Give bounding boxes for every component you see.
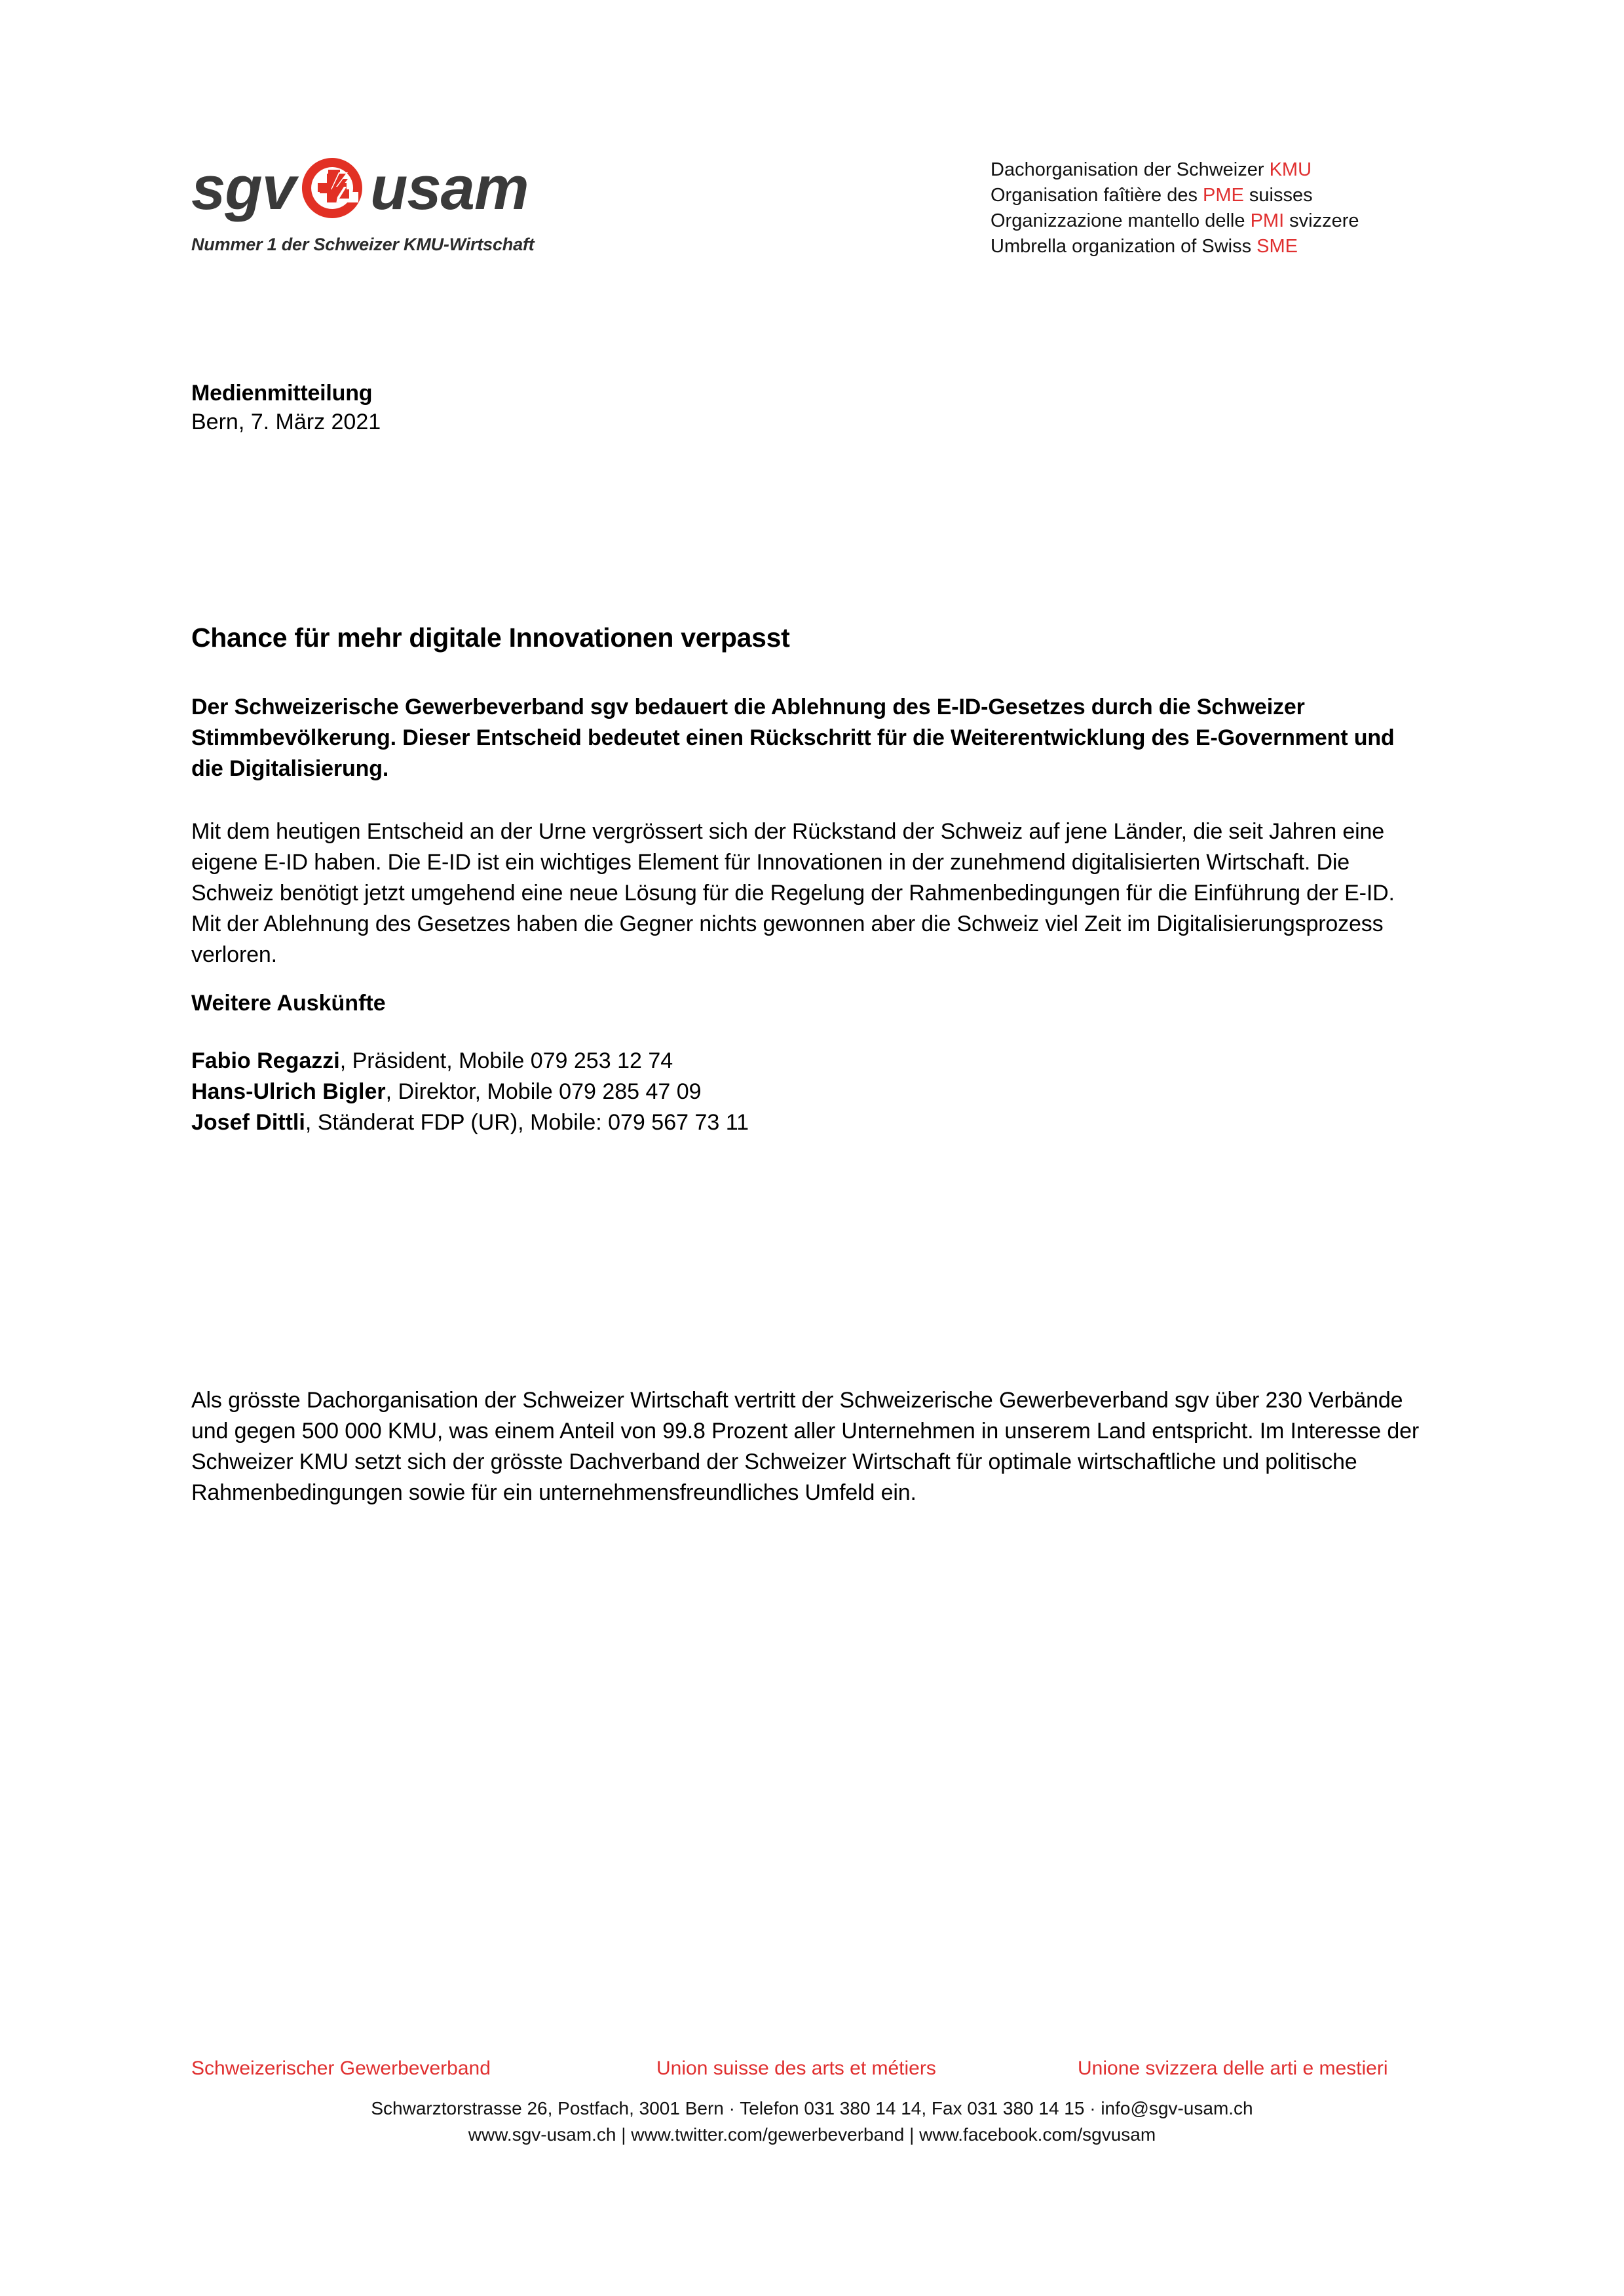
multilingual-org-descriptor [991, 157, 1359, 259]
acronym-sme: SME [1256, 236, 1298, 257]
contacts-heading: Weitere Auskünfte [191, 991, 386, 1016]
contact-details: , Ständerat FDP (UR), Mobile: 079 567 73 11 [305, 1110, 749, 1135]
page-footer [0, 2057, 1624, 2148]
footer-contact-block [0, 2095, 1624, 2148]
body-paragraph: Mit dem heutigen Entscheid an der Urne vergrössert sich der Rückstand der Schweiz auf jene Länder, die seit Jahren eine eigene E-ID haben. Die E-ID ist ein wichtiges Element für Innovationen in der zunehmend digitalisierten Wirtschaft. Die Schweiz benötigt jetzt umgehend eine neue Lösung für die Regelung der Rahmenbedingungen für die Einführung der E-ID. Mit der Ablehnung des Gesetzes haben die Gegner nichts gewonnen aber die Schweiz viel Zeit im Digitalisierungsprozess verloren. [191, 819, 1395, 967]
footer-org-it: Unione svizzera delle arti e mestieri [1078, 2057, 1388, 2079]
lead-paragraph: Der Schweizerische Gewerbeverband sgv bedauert die Ablehnung des E-ID-Gesetzes durch die Schweizer Stimmbevölkerung. Dieser Entscheid bedeutet einen Rückschritt für die Weiterentwicklung des E-Government und die Digitalisierung. [191, 695, 1395, 781]
contacts-list [191, 1046, 749, 1138]
logo-wordmark [191, 152, 597, 224]
contact-row [191, 1077, 749, 1107]
contact-row [191, 1046, 749, 1077]
release-place-date: Bern, 7. März 2021 [191, 410, 381, 434]
footer-org-de: Schweizerischer Gewerbeverband [191, 2057, 491, 2079]
release-type-label: Medienmitteilung [191, 381, 373, 406]
acronym-pmi: PMI [1250, 210, 1285, 231]
contact-name: Josef Dittli [191, 1110, 305, 1135]
logo-text-sgv: sgv [191, 153, 295, 222]
logo-tagline: Nummer 1 der Schweizer KMU-Wirtschaft [191, 235, 535, 254]
acronym-kmu: KMU [1269, 159, 1312, 180]
contact-details: , Präsident, Mobile 079 253 12 74 [339, 1048, 673, 1073]
logo-text-usam: usam [369, 153, 529, 222]
org-descriptor-en: Umbrella organization of Swiss SME [991, 236, 1298, 257]
org-descriptor-it: Organizzazione mantello delle PMI svizzere [991, 210, 1359, 231]
contact-details: , Direktor, Mobile 079 285 47 09 [385, 1079, 702, 1104]
org-descriptor-fr: Organisation faîtière des PME suisses [991, 185, 1313, 206]
contact-name: Fabio Regazzi [191, 1048, 340, 1073]
footer-links-line[interactable]: www.sgv-usam.ch | www.twitter.com/gewerbeverband | www.facebook.com/sgvusam [468, 2124, 1156, 2145]
page-title: Chance für mehr digitale Innovationen verpasst [191, 622, 790, 653]
sgv-usam-logo [191, 152, 597, 255]
contact-name: Hans-Ulrich Bigler [191, 1079, 386, 1104]
swiss-cross-circle-emblem [298, 154, 366, 222]
acronym-pme: PME [1203, 185, 1244, 206]
org-descriptor-de: Dachorganisation der Schweizer KMU [991, 159, 1312, 180]
footer-org-names [0, 2057, 1624, 2089]
footer-org-fr: Union suisse des arts et métiers [656, 2057, 936, 2079]
boilerplate-paragraph: Als grösste Dachorganisation der Schweizer Wirtschaft vertritt der Schweizerische Gewerbeverband sgv über 230 Verbände und gegen 500 000 KMU, was einem Anteil von 99.8 Prozent aller Unternehmen in unserem Land entspricht. Im Interesse der Schweizer KMU setzt sich der grösste Dachverband der Schweizer Wirtschaft für optimale wirtschaftliche und politische Rahmenbedingungen sowie für ein unternehmensfreundliches Umfeld ein. [191, 1388, 1420, 1505]
footer-address-line: Schwarztorstrasse 26, Postfach, 3001 Bern · Telefon 031 380 14 14, Fax 031 380 14 15 · info@sgv-usam.ch [371, 2098, 1253, 2118]
contact-row [191, 1107, 749, 1138]
page-header [0, 0, 1624, 308]
